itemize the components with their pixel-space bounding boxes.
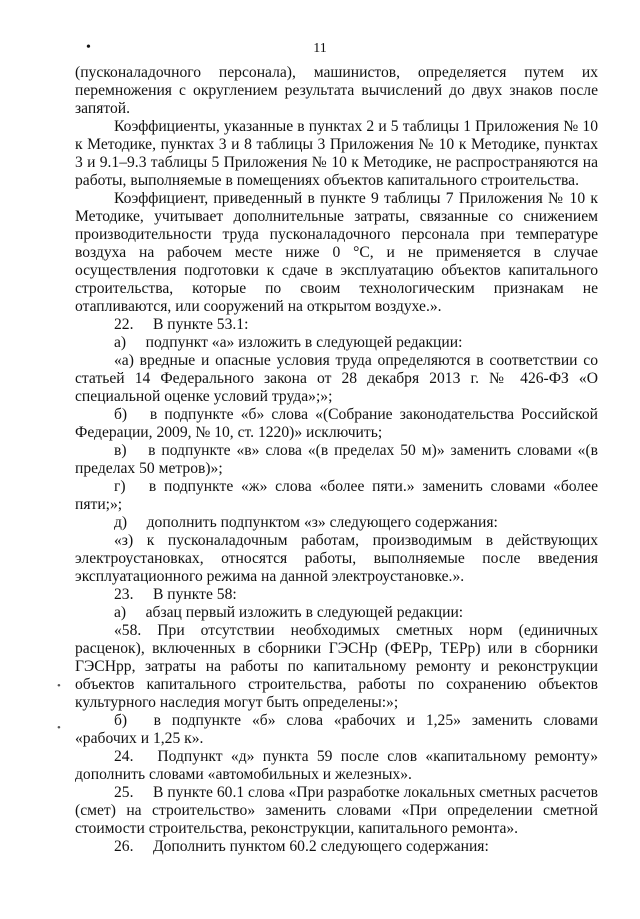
paragraph: г) в подпункте «ж» слова «более пяти.» заменить словами «более пяти;»; [75, 478, 598, 513]
paragraph: д) дополнить подпунктом «з» следующего содержания: [114, 514, 498, 531]
paragraph: в) в подпункте «в» слова «(в пределах 50 м)» заменить словами «(в пределах 50 метров)»; [75, 442, 598, 477]
paragraph: Коэффициент, приведенный в пункте 9 таблицы 7 Приложения № 10 к Методике, учитывает дополнительные затраты, связанные со снижением производительности труда пусконаладочного персонала при температуре воздуха на рабочем месте ниже 0 °С, и не применяется в случае осуществления подготовки к сдаче в эксплуатацию объектов капитального строительства, которые по своим технологическим признакам не отапливаются, или сооружений на открытом воздухе.». [75, 190, 598, 315]
paragraph: 25. В пункте 60.1 слова «При разработке локальных сметных расчетов (смет) на строительство» заменить словами «При определении сметной стоимости строительства, реконструкции, капитального ремонта». [75, 784, 598, 837]
scan-speck: • [86, 40, 91, 55]
paragraph: а) подпункт «а» изложить в следующей редакции: [114, 334, 463, 351]
paragraph: 24. Подпункт «д» пункта 59 после слов «капитальному ремонту» дополнить словами «автомобильных и железных». [75, 748, 598, 783]
page-number: 11 [313, 41, 327, 56]
paragraph: 26. Дополнить пунктом 60.2 следующего содержания: [114, 838, 489, 855]
paragraph: «58. При отсутствии необходимых сметных норм (единичных расценок), включенных в сборники ГЭСНр (ФЕРр, ТЕРр) или в сборники ГЭСНрр, затраты на работы по капитальному ремонту и реконструкции объектов капитального строительства, работы по сохранению объектов культурного наследия могут быть определены:»; [75, 622, 598, 711]
paragraph: (пусконаладочного персонала), машинистов, определяется путем их перемножения с округлением результата вычислений до двух знаков после запятой. [75, 64, 598, 117]
paragraph: «з) к пусконаладочным работам, производимым в действующих электроустановках, относятся работы, выполняемые после введения эксплуатационного режима на данной электроустановке.». [75, 532, 598, 585]
paragraph: 23. В пункте 58: [114, 586, 237, 603]
paragraph: «а) вредные и опасные условия труда определяются в соответствии со статьей 14 Федерального закона от 28 декабря 2013 г. № 426-ФЗ «О специальной оценке условий труда»;»; [75, 352, 598, 405]
document-body [75, 64, 598, 856]
paragraph: 22. В пункте 53.1: [114, 316, 249, 333]
margin-mark: • [57, 722, 61, 734]
margin-mark: • [57, 680, 61, 692]
paragraph: Коэффициенты, указанные в пунктах 2 и 5 таблицы 1 Приложения № 10 к Методике, пунктах 3 и 8 таблицы 3 Приложения № 10 к Методике, пунктах 3 и 9.1–9.3 таблицы 5 Приложения № 10 к Методике, не распространяются на работы, выполняемые в помещениях объектов капитального строительства. [75, 118, 598, 189]
paragraph: б) в подпункте «б» слова «(Собрание законодательства Российской Федерации, 2009, № 10, ст. 1220)» исключить; [75, 406, 598, 441]
paragraph: а) абзац первый изложить в следующей редакции: [114, 604, 464, 621]
paragraph: б) в подпункте «б» слова «рабочих и 1,25» заменить словами «рабочих и 1,25 к». [75, 712, 598, 747]
